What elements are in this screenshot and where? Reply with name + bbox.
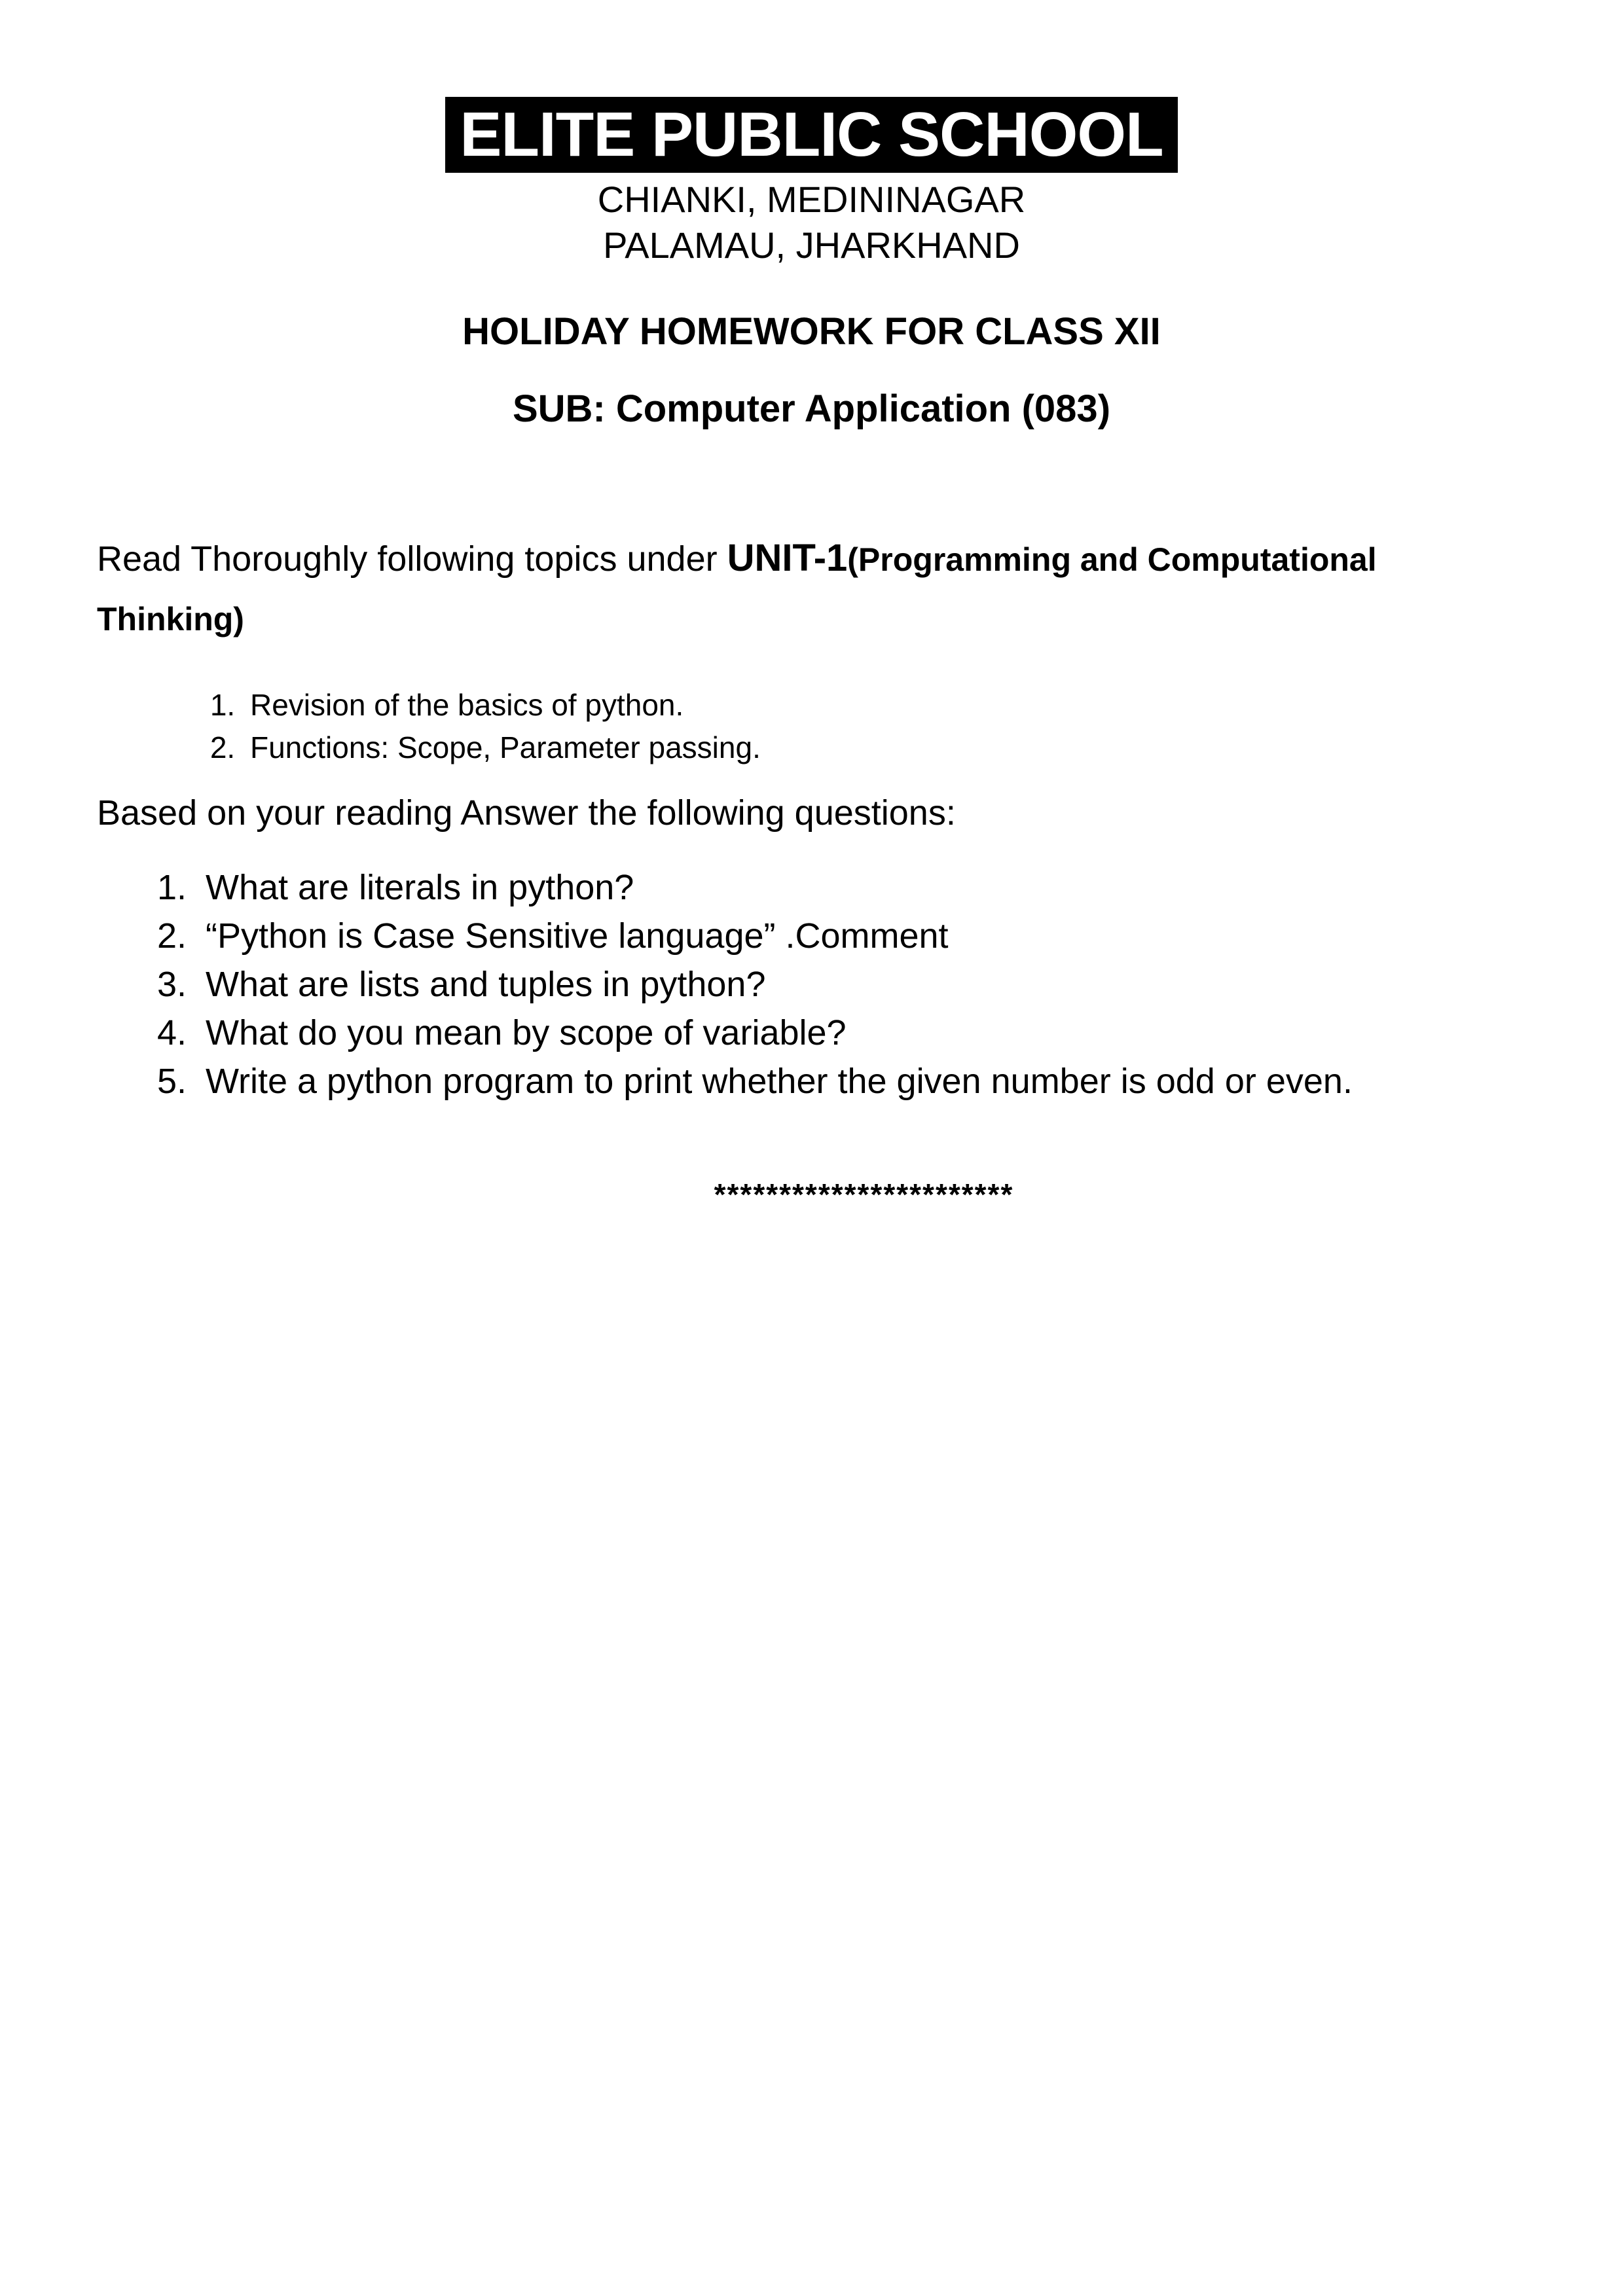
- intro-text: Read Thoroughly following topics under: [97, 539, 727, 579]
- question-item: 3. What are lists and tuples in python?: [196, 960, 1526, 1009]
- school-banner-row: [0, 0, 1623, 173]
- footer-separator: ***********************: [714, 1177, 1014, 1211]
- topics-list: [97, 684, 1526, 769]
- question-item: 2. “Python is Case Sensitive language” .Comment: [196, 912, 1526, 960]
- subject-title: SUB: Computer Application (083): [512, 387, 1111, 430]
- intro-unit-label: UNIT-1: [727, 537, 848, 579]
- question-item: 5. Write a python program to print whether the given number is odd or even.: [196, 1057, 1526, 1105]
- school-address-line1: CHIANKI, MEDININAGAR: [597, 179, 1026, 220]
- school-address-line2: PALAMAU, JHARKHAND: [603, 224, 1020, 266]
- document-body: [0, 529, 1623, 1214]
- questions-heading: Based on your reading Answer the following questions:: [97, 793, 956, 833]
- questions-list: [97, 863, 1526, 1105]
- intro-paragraph: [97, 529, 1446, 649]
- intro-unit-detail: (Programming and Computational Thinking): [97, 541, 1377, 637]
- school-name-banner: ELITE PUBLIC SCHOOL: [445, 97, 1177, 173]
- question-item: 4. What do you mean by scope of variable?: [196, 1009, 1526, 1057]
- question-item: 1. What are literals in python?: [196, 863, 1526, 912]
- homework-title: HOLIDAY HOMEWORK FOR CLASS XII: [462, 310, 1161, 353]
- topic-item: 2. Functions: Scope, Parameter passing.: [244, 726, 1526, 769]
- topic-item: 1. Revision of the basics of python.: [244, 684, 1526, 726]
